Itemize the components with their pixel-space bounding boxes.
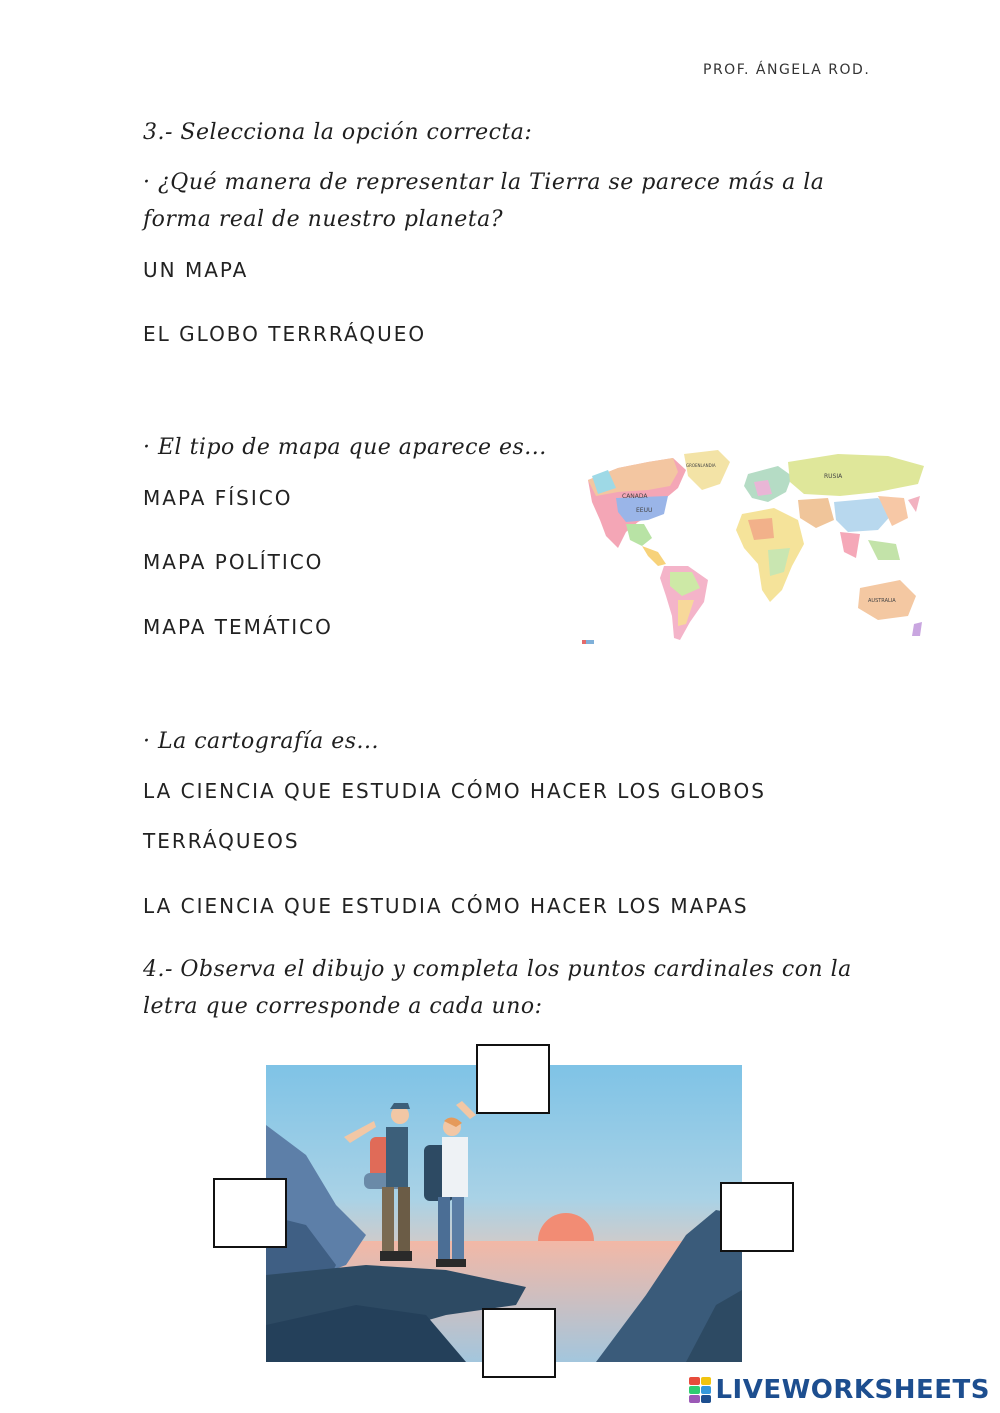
question-1-line-1: · ¿Qué manera de representar la Tierra se parece más a la bbox=[143, 170, 825, 195]
option-mapa-fisico[interactable]: MAPA FÍSICO bbox=[143, 486, 293, 510]
liveworksheets-logo bbox=[689, 1375, 990, 1405]
exercise-4-line-2: letra que corresponde a cada uno: bbox=[143, 994, 543, 1019]
map-label-australia: AUSTRALIA bbox=[868, 598, 896, 604]
option-mapas[interactable]: LA CIENCIA QUE ESTUDIA CÓMO HACER LOS MAPAS bbox=[143, 894, 749, 918]
option-mapa-tematico[interactable]: MAPA TEMÁTICO bbox=[143, 615, 333, 639]
option-globos-line-1[interactable]: LA CIENCIA QUE ESTUDIA CÓMO HACER LOS GLOBOS bbox=[143, 779, 766, 803]
map-label-russia: RUSIA bbox=[824, 473, 843, 480]
author-name: PROF. ÁNGELA ROD. bbox=[703, 62, 871, 78]
north-answer-box[interactable] bbox=[476, 1044, 550, 1114]
south-answer-box[interactable] bbox=[482, 1308, 556, 1378]
map-label-usa: EEUU bbox=[636, 507, 653, 514]
option-globos-line-2[interactable]: TERRÁQUEOS bbox=[143, 829, 300, 853]
map-label-canada: CANADA bbox=[622, 493, 648, 500]
exercise-3-title: 3.- Selecciona la opción correcta: bbox=[143, 120, 533, 145]
world-political-map bbox=[578, 440, 940, 655]
brand-name: LIVEWORKSHEETS bbox=[715, 1375, 990, 1405]
option-globo-terraqueo[interactable]: EL GLOBO TERRRÁQUEO bbox=[143, 322, 427, 346]
question-3-text: · La cartografía es... bbox=[143, 729, 380, 754]
option-un-mapa[interactable]: UN MAPA bbox=[143, 258, 249, 282]
map-label-greenland: GROENLANDIA bbox=[686, 463, 716, 468]
question-1-line-2: forma real de nuestro planeta? bbox=[143, 207, 504, 232]
exercise-4-line-1: 4.- Observa el dibujo y completa los puntos cardinales con la bbox=[143, 957, 852, 982]
west-answer-box[interactable] bbox=[213, 1178, 287, 1248]
option-mapa-politico[interactable]: MAPA POLÍTICO bbox=[143, 550, 324, 574]
question-2-text: · El tipo de mapa que aparece es... bbox=[143, 435, 547, 460]
liveworksheets-icon bbox=[689, 1377, 711, 1403]
east-answer-box[interactable] bbox=[720, 1182, 794, 1252]
